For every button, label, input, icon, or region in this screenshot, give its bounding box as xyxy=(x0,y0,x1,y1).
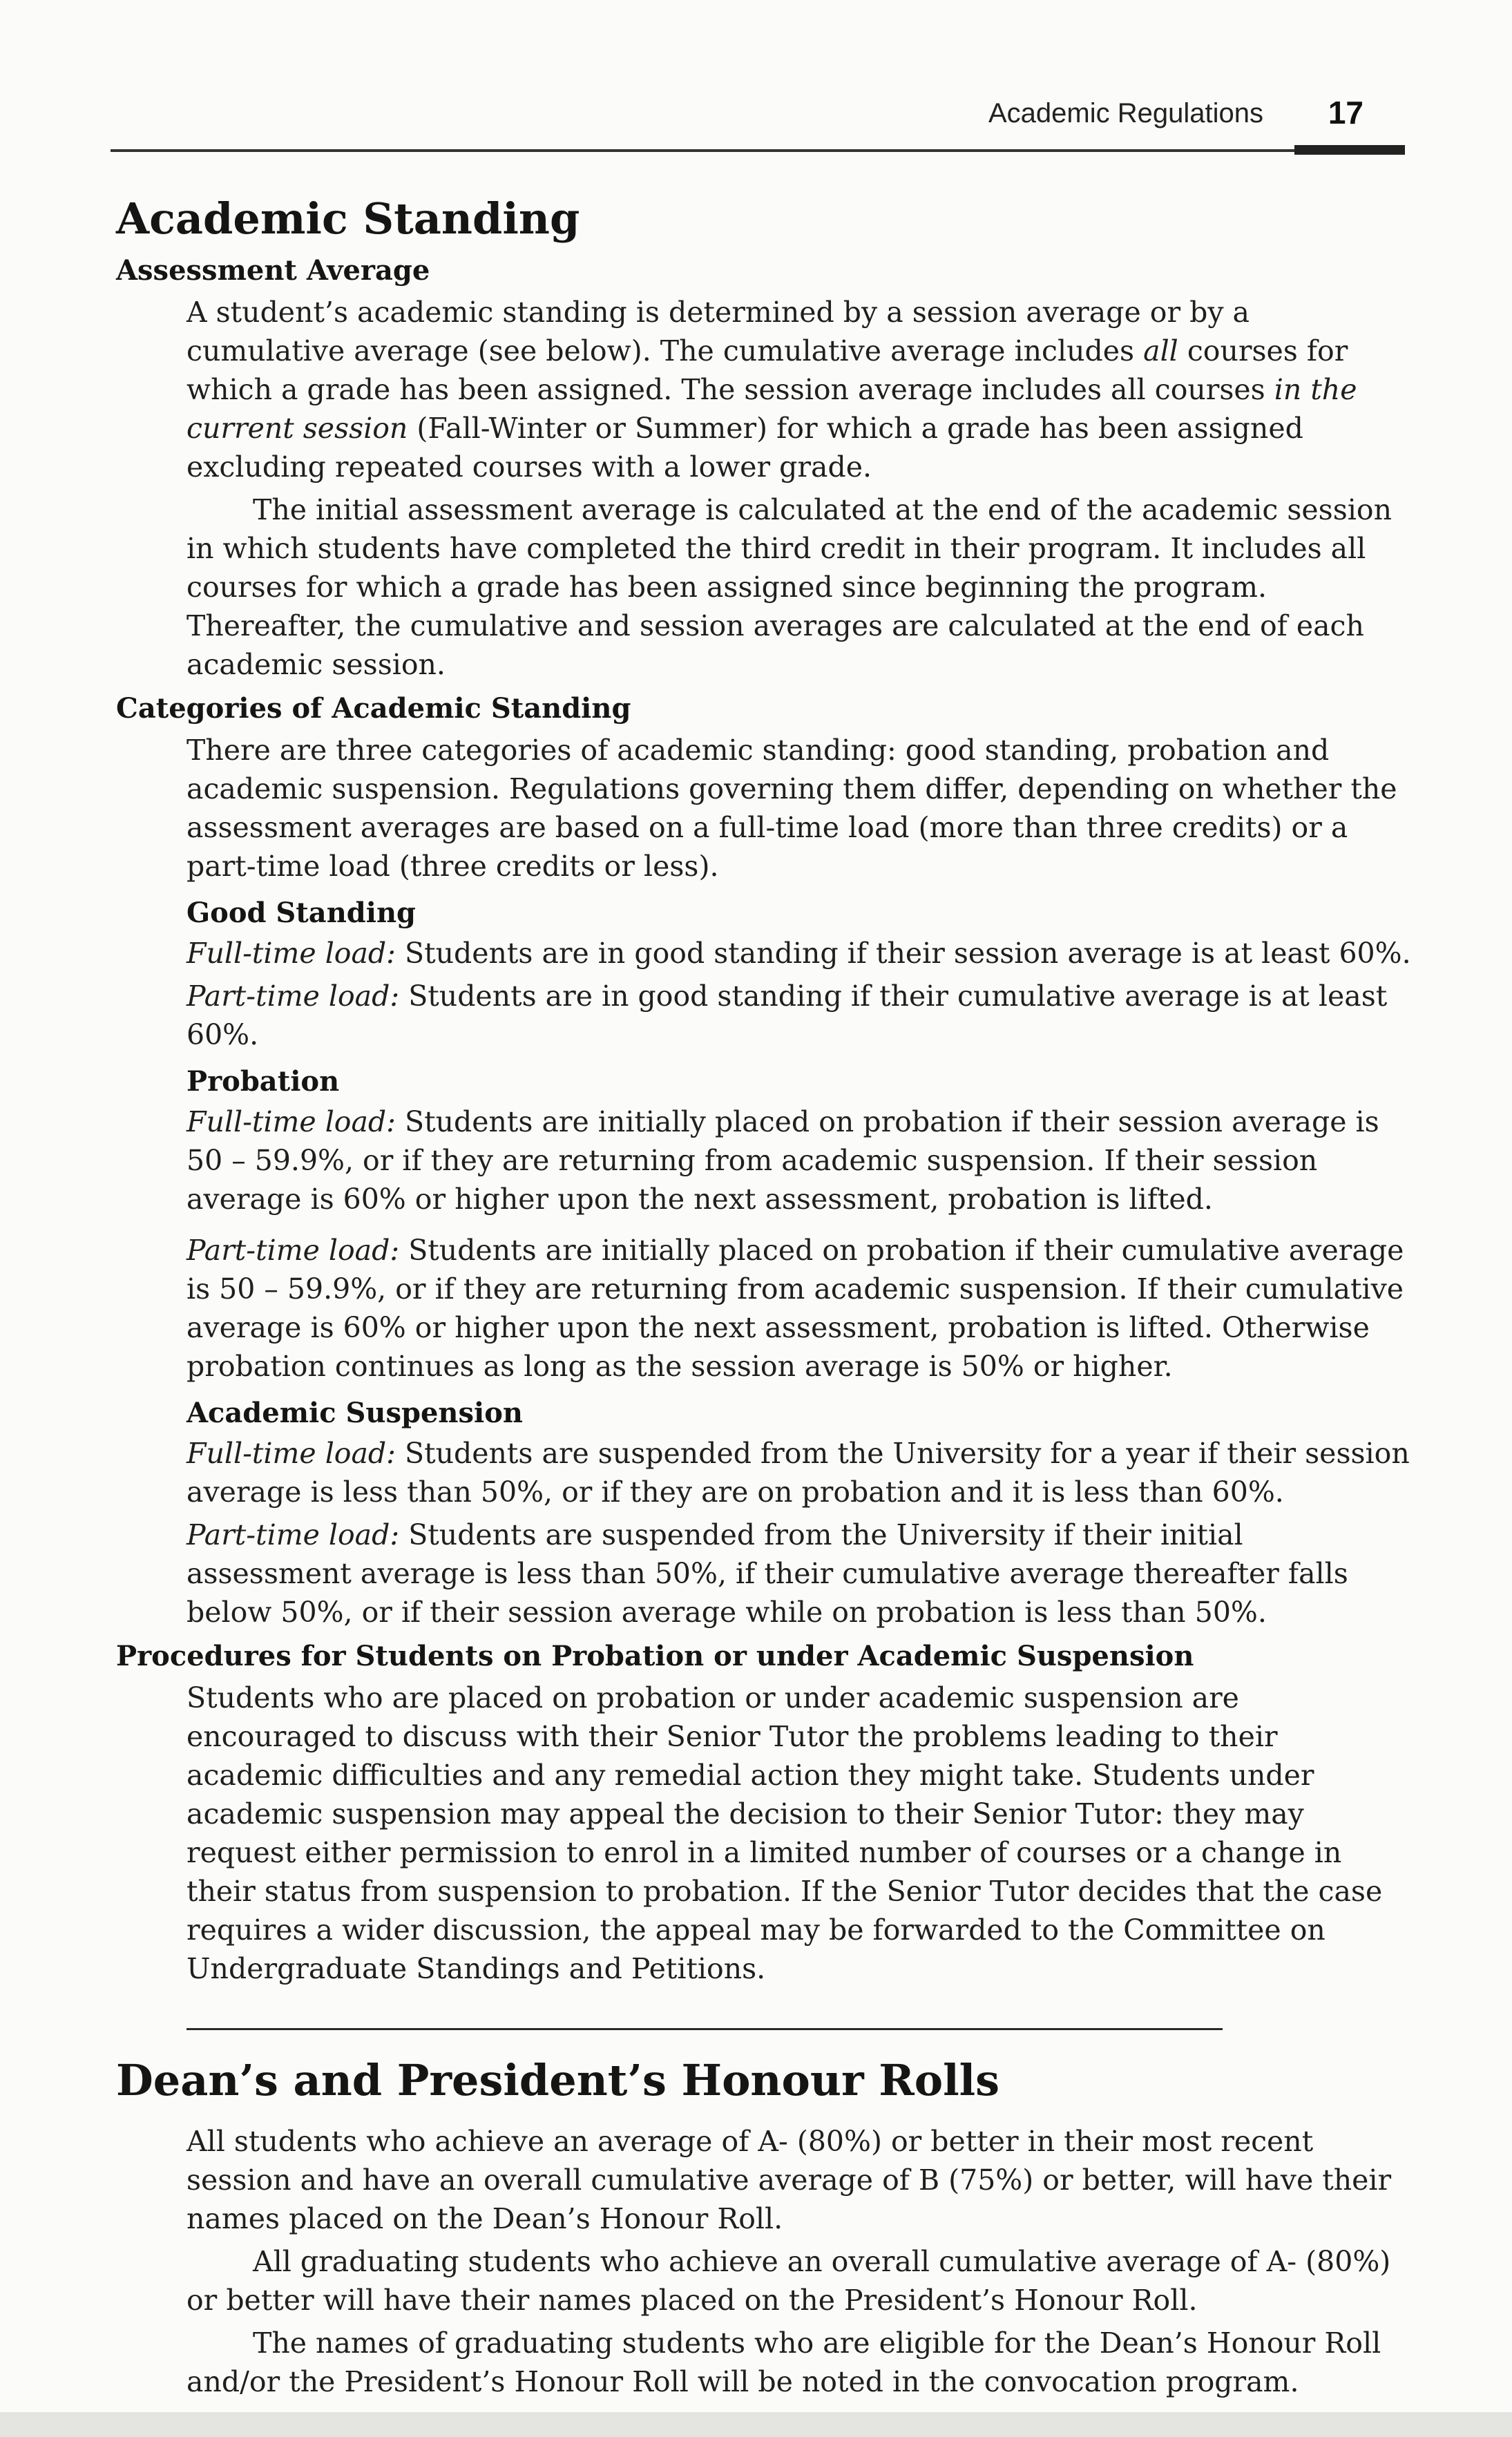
emphasis-current-session: in the current session xyxy=(186,372,1357,445)
text-run: courses for which a grade has been assigned. The session average includes all courses xyxy=(186,334,1348,406)
main-content xyxy=(116,192,1415,2405)
good-standing-part-time xyxy=(186,977,1415,1054)
text-run: Students are initially placed on probation if their session average is 50 – 59.9%, or if they are returning from academic suspension. If their session average is 60% or higher upon the next assessment, probation is lifted. xyxy=(186,1105,1379,1216)
load-label: Part-time load: xyxy=(186,1233,400,1267)
load-label: Part-time load: xyxy=(186,1518,400,1551)
academic-standing-title: Academic Standing xyxy=(116,193,580,244)
assessment-paragraph-1 xyxy=(186,293,1415,486)
suspension-heading: Academic Suspension xyxy=(186,1396,523,1429)
page-number: 17 xyxy=(1328,95,1363,131)
honour-rolls-paragraph-2: All graduating students who achieve an overall cumulative average of A- (80%) or better will have their names placed on the President’s Honour Roll. xyxy=(186,2245,1391,2317)
scan-bottom-edge xyxy=(0,2412,1512,2437)
good-standing-heading: Good Standing xyxy=(186,896,416,929)
load-label: Full-time load: xyxy=(186,1436,396,1470)
running-header xyxy=(111,90,1401,145)
text-run: Students are suspended from the University for a year if their session average is less than 50%, or if they are on probation and it is less than 60%. xyxy=(186,1436,1410,1509)
honour-rolls-paragraph-3: The names of graduating students who are eligible for the Dean’s Honour Roll and/or the President’s Honour Roll will be noted in the convocation program. xyxy=(186,2326,1381,2398)
section-divider xyxy=(186,2028,1223,2030)
honour-rolls-title: Dean’s and President’s Honour Rolls xyxy=(116,2054,1000,2105)
load-label: Full-time load: xyxy=(186,936,396,970)
text-run: Students are initially placed on probation if their cumulative average is 50 – 59.9%, or if they are returning from academic suspension. If their cumulative average is 60% or higher upon the next assessment, probation is lifted. Otherwise probation continues as long as the session average is 50% or higher. xyxy=(186,1233,1404,1383)
probation-full-time xyxy=(186,1102,1415,1218)
section-title: Academic Regulations xyxy=(988,98,1263,128)
suspension-part-time xyxy=(186,1516,1415,1632)
text-run: (Fall-Winter or Summer) for which a grade has been assigned excluding repeated courses with a lower grade. xyxy=(186,411,1303,484)
good-standing-full-time xyxy=(186,934,1415,973)
text-run: Students are suspended from the University if their initial assessment average is less than 50%, if their cumulative average thereafter falls below 50%, or if their session average while on probation is less than 50%. xyxy=(186,1518,1348,1629)
assessment-paragraph-2: The initial assessment average is calculated at the end of the academic session in which students have completed the third credit in their program. It includes all courses for which a grade has been assigned since beginning the program. Thereafter, the cumulative and session averages are calculated at the end of each academic session. xyxy=(186,493,1392,681)
procedures-heading: Procedures for Students on Probation or under Academic Suspension xyxy=(116,1639,1194,1672)
load-label: Full-time load: xyxy=(186,1105,396,1138)
suspension-full-time xyxy=(186,1434,1415,1511)
text-run: A student’s academic standing is determined by a session average or by a cumulative average (see below). The cumulative average includes xyxy=(186,295,1250,367)
categories-heading: Categories of Academic Standing xyxy=(116,691,631,725)
procedures-paragraph: Students who are placed on probation or under academic suspension are encouraged to discuss with their Senior Tutor the problems leading to their academic difficulties and any remedial action they might take. Students under academic suspension may appeal the decision to their Senior Tutor: they may request either permission to enrol in a limited number of courses or a change in their status from suspension to probation. If the Senior Tutor decides that the case requires a wider discussion, the appeal may be forwarded to the Committee on Undergraduate Standings and Petitions. xyxy=(186,1681,1383,1985)
categories-intro: There are three categories of academic standing: good standing, probation and academic suspension. Regulations governing them differ, depending on whether the assessment averages are based on a full-time load (more than three credits) or a part-time load (three credits or less). xyxy=(186,733,1397,883)
header-rule xyxy=(111,149,1405,152)
text-run: Students are in good standing if their session average is at least 60%. xyxy=(396,936,1411,970)
header-rule-mark xyxy=(1294,145,1405,155)
emphasis-all: all xyxy=(1143,334,1178,367)
honour-rolls-paragraph-1: All students who achieve an average of A- (80%) or better in their most recent session and have an overall cumulative average of B (75%) or better, will have their names placed on the Dean’s Honour Roll. xyxy=(186,2125,1392,2235)
probation-heading: Probation xyxy=(186,1064,340,1098)
load-label: Part-time load: xyxy=(186,979,400,1013)
text-run: Students are in good standing if their cumulative average is at least 60%. xyxy=(186,979,1388,1051)
assessment-average-heading: Assessment Average xyxy=(116,254,430,287)
probation-part-time xyxy=(186,1231,1415,1386)
